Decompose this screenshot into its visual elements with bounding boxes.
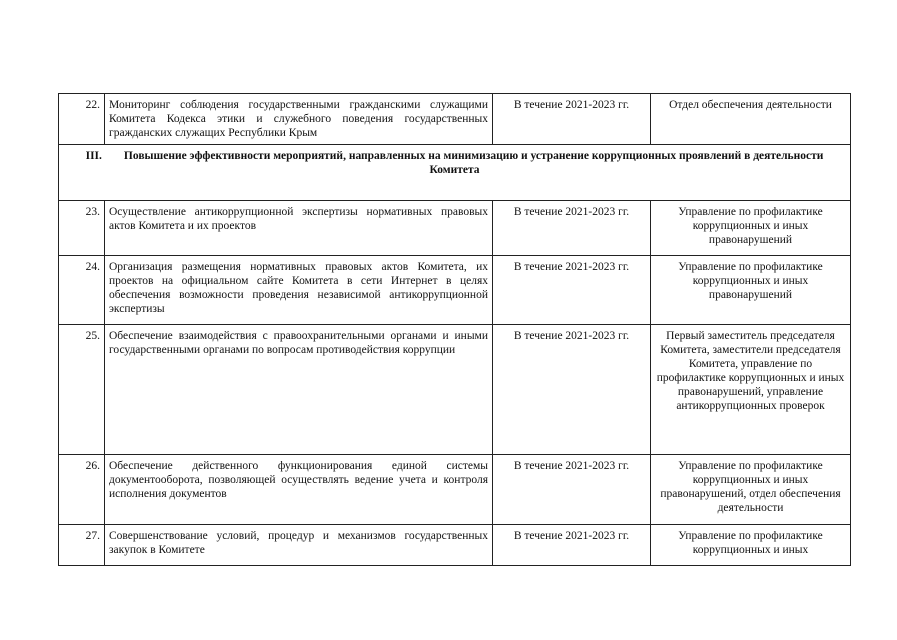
measure-responsible: Первый заместитель председателя Комитета, заместители председателя Комитета, управление по профилактике коррупционных и иных правонарушений, управление антикоррупционных проверок [651,325,851,455]
row-number: 22. [59,94,105,145]
measure-responsible-text: Управление по профилактике коррупционных и иных [678,530,823,556]
section-header-row [59,145,851,201]
anticorruption-plan-table [58,93,851,566]
row-number: 23. [59,201,105,256]
measure-responsible: Отдел обеспечения деятельности [651,94,851,145]
measure-term: В течение 2021-2023 гг. [493,94,651,145]
table-row-25 [59,325,851,455]
section-number: III. [85,150,102,162]
measure-term: В течение 2021-2023 гг. [493,256,651,325]
row-number: 24. [59,256,105,325]
measure-description: Обеспечение действенного функционирования единой системы документооборота, позволяющей осуществлять ведение учета и контроля исполнения документов [105,455,493,525]
measure-responsible: Управление по профилактике коррупционных и иных правонарушений, отдел обеспечения деятельности [651,455,851,525]
table-row-24 [59,256,851,325]
row-number: 27. [59,525,105,566]
table-row-22 [59,94,851,145]
measure-description: Мониторинг соблюдения государственными гражданскими служащими Комитета Кодекса этики и служебного поведения государственных гражданских служащих Республики Крым [105,94,493,145]
measure-responsible: Управление по профилактике коррупционных и иных правонарушений [651,256,851,325]
measure-responsible [651,525,851,566]
section-header [59,145,851,201]
measure-description: Обеспечение взаимодействия с правоохранительными органами и иными государственными органами по вопросам противодействия коррупции [105,325,493,455]
measure-description: Совершенствование условий, процедур и механизмов государственных закупок в Комитете [105,525,493,566]
measure-description: Организация размещения нормативных правовых актов Комитета, их проектов на официальном сайте Комитета в сети Интернет в целях обеспечения возможности проведения независимой антикоррупционной экспертизы [105,256,493,325]
measure-term: В течение 2021-2023 гг. [493,525,651,566]
measure-description: Осуществление антикоррупционной экспертизы нормативных правовых актов Комитета и их проектов [105,201,493,256]
row-number: 25. [59,325,105,455]
measure-term: В течение 2021-2023 гг. [493,325,651,455]
row-number: 26. [59,455,105,525]
table-row-23 [59,201,851,256]
table-row-27 [59,525,851,566]
section-title: Повышение эффективности мероприятий, направленных на минимизацию и устранение коррупционных проявлений в деятельности Комитета [123,150,824,176]
measure-responsible: Управление по профилактике коррупционных и иных правонарушений [651,201,851,256]
measure-term: В течение 2021-2023 гг. [493,455,651,525]
measure-term: В течение 2021-2023 гг. [493,201,651,256]
table-row-26 [59,455,851,525]
